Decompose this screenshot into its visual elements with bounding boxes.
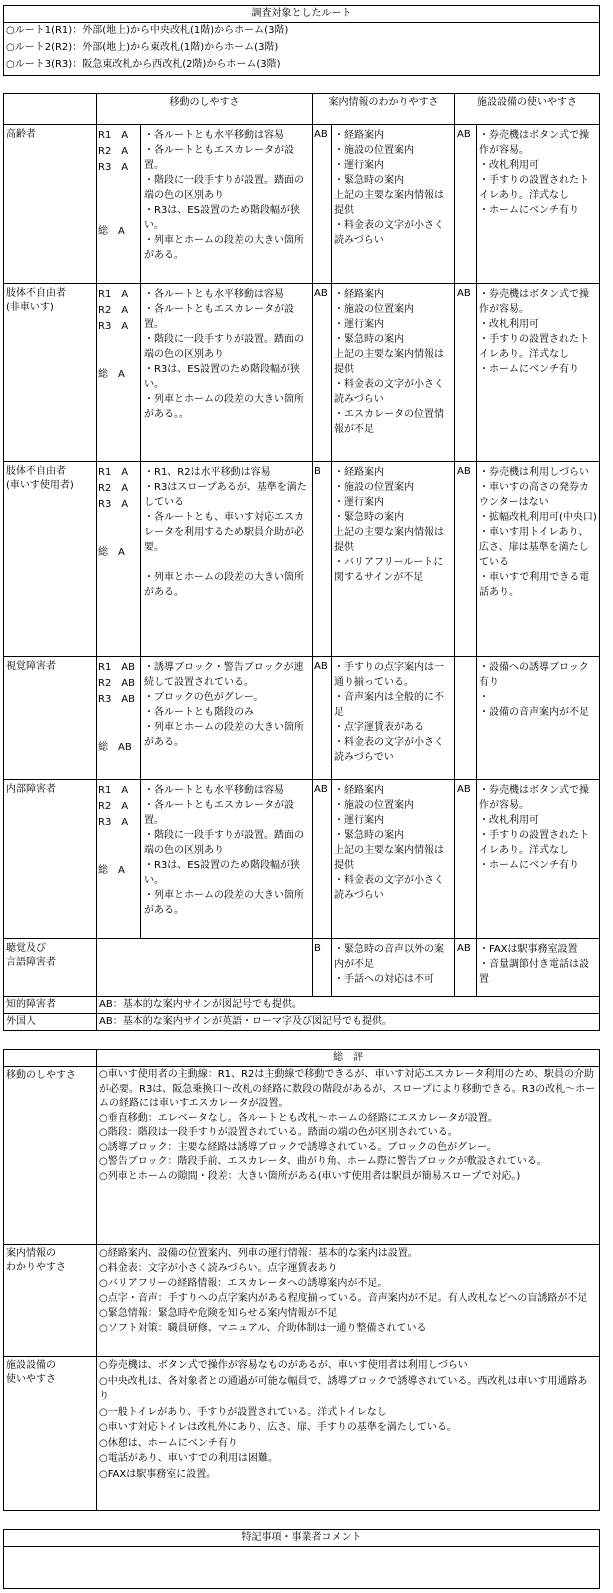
- notes-title: 特記事項・事業者コメント: [241, 1532, 362, 1543]
- row-info: ・経路案内 ・施設の位置案内 ・運行案内 ・緊急時の案内 上記の主要な案内情報は提供 ・料金表の文字が小さく読みづらい ・エスカレータの位置情報が不足: [334, 289, 444, 435]
- summary-label-facility: 施設設備の 使いやすさ: [6, 1360, 56, 1385]
- row-grades: R1 AB R2 AB R3 AB 総 AB: [98, 662, 136, 753]
- row-fac: ・券売機は利用しづらい ・車いすの高さの発券カウンターはない ・拡幅改札利用可(中央口) ・車いす用トイレあり、広さ、扉は基準を満たしている ・車いすで利用できる電話あり。: [479, 467, 597, 598]
- row-info-grade: B: [314, 466, 321, 477]
- row-label: 肢体不自由者 (非車いす): [6, 288, 66, 313]
- footer-label-foreigner: 外国人: [6, 1016, 36, 1027]
- header-move: 移動のしやすさ: [169, 97, 240, 108]
- row-fac-grade: AB: [457, 129, 471, 140]
- row-info: ・経路案内 ・施設の位置案内 ・運行案内 ・緊急時の案内 上記の主要な案内情報は提供 ・料金表の文字が小さく読みづらい: [334, 130, 444, 246]
- summary-title: 総 評: [333, 1052, 363, 1063]
- row-info-grade: B: [314, 943, 321, 954]
- summary-label-move: 移動のしやすさ: [6, 1070, 76, 1081]
- row-info-grade: AB: [314, 784, 328, 795]
- row-grades: R1 A R2 A R3 A 総 A: [98, 130, 129, 237]
- routes-title: 調査対象としたルート: [251, 8, 352, 19]
- footer-text-intellectual: AB：基本的な案内サインが図記号でも提供。: [99, 999, 303, 1010]
- row-label: 聴覚及び 言語障害者: [6, 943, 56, 968]
- route-item-2: ○ルート2(R2)：外部(地上)から東改札(1階)からホーム(3階): [6, 42, 279, 53]
- row-move: ・R1、R2は水平移動は容易 ・R3はスロープあるが、基準を満たしている ・各ルートとも、車いす対応エスカレータを利用するため駅員介助が必要。 ・列車とホームの段差の大きい箇所がある。: [144, 467, 307, 598]
- row-label: 内部障害者: [6, 784, 56, 795]
- row-fac-grade: AB: [457, 784, 471, 795]
- header-info: 案内情報のわかりやすさ: [328, 97, 439, 108]
- route-item-1: ○ルート1(R1)：外部(地上)から中央改札(1階)からホーム(3階): [6, 25, 289, 36]
- summary-text-facility: ○券売機は、ボタン式で操作が容易なものがあるが、車いす使用者は利用しづらい ○中央改札は、各対象者との通過が可能な幅員で、誘導ブロックで誘導されている。西改札は車いす用通路あり ○一般トイレがあり、手すりが設置されている。洋式トイレなし ○車いす対応トイレは改札外にあり、広さ、扉、手すりの基準を満たしている。 ○休憩は、ホームにベンチ有り ○電話があり、車いすでの利用は困難。 ○FAXは駅事務室に設置。: [99, 1360, 588, 1480]
- row-fac: ・券売機はボタン式で操作が容易。 ・改札利用可 ・手すりの設置されたトイレあり。洋式なし ・ホームにベンチ有り: [479, 785, 589, 871]
- row-info: ・経路案内 ・施設の位置案内 ・運行案内 ・緊急時の案内 上記の主要な案内情報は提供 ・バリアフリールートに関するサインが不足: [334, 467, 444, 583]
- row-info: ・緊急時の音声以外の案内が不足 ・手話への対応は不可: [334, 944, 444, 985]
- header-facility: 施設設備の使いやすさ: [477, 97, 577, 108]
- footer-text-foreigner: AB：基本的な案内サインが英語・ローマ字及び図記号でも提供。: [99, 1016, 393, 1027]
- row-move: ・各ルートとも水平移動は容易 ・各ルートともエスカレータが設置。 ・階段に一段手すりが設置。踏面の端の色の区別あり ・R3は、ES設置のため階段幅が狭い。 ・列車とホームの段差の大きい箇所がある。: [144, 785, 304, 916]
- row-fac-grade: AB: [457, 466, 471, 477]
- row-info: ・経路案内 ・施設の位置案内 ・運行案内 ・緊急時の案内 上記の主要な案内情報は提供 ・料金表の文字が小さく読みづらい: [334, 785, 444, 901]
- row-label: 肢体不自由者 (車いす使用者): [6, 466, 74, 491]
- summary-label-info: 案内情報の わかりやすさ: [6, 1248, 66, 1273]
- row-label: 高齢者: [6, 129, 36, 140]
- row-grades: R1 A R2 A R3 A 総 A: [98, 467, 129, 558]
- row-move: ・各ルートとも水平移動は容易 ・各ルートともエスカレータが設置。 ・階段に一段手すりが設置。踏面の端の色の区別あり ・R3は、ES設置のため階段幅が狭い。 ・列車とホームの段差の大きい箇所がある。: [144, 130, 304, 261]
- row-info-grade: AB: [314, 129, 328, 140]
- row-fac: ・FAXは駅事務室設置 ・音量調節付き電話は設置: [479, 944, 589, 985]
- row-move: ・誘導ブロック・警告ブロックが連続して設置されている。 ・ブロックの色がグレー。 ・各ルートとも階段のみ ・列車とホームの段差の大きい箇所がある。: [144, 662, 304, 748]
- row-label: 視覚障害者: [6, 661, 56, 672]
- row-grades: R1 A R2 A R3 A 総 A: [98, 785, 129, 876]
- summary-text-info: ○経路案内、設備の位置案内、列車の運行情報：基本的な案内は設置。 ○料金表：文字が小さく読みづらい。点字運賃表あり ○バリアフリーの経路情報：エスカレータへの誘導案内が不足。 ○点字・音声：手すりへの点字案内がある程度揃っている。音声案内が不足。有人改札などへの盲誘路が不足 ○緊急情報：緊急時や危険を知らせる案内情報が不足 ○ソフト対策：職員研修、マニュアル、介助体制は一通り整備されている: [99, 1248, 588, 1334]
- row-info: ・手すりの点字案内は一通り揃っている。 ・音声案内は全般的に不足 ・点字運賃表がある ・料金表の文字が小さく読みづらでい: [334, 662, 444, 763]
- row-fac: ・券売機はボタン式で操作が容易。 ・改札利用可 ・手すりの設置されたトイレあり。洋式なし ・ホームにベンチ有り: [479, 289, 589, 375]
- row-fac-grade: AB: [457, 288, 471, 299]
- row-fac: ・券売機はボタン式で操作が容易。 ・改札利用可 ・手すりの設置されたトイレあり。洋式なし ・ホームにベンチ有り: [479, 130, 589, 216]
- route-item-3: ○ルート3(R3)：阪急東改札から西改札(2階)からホーム(3階): [6, 59, 281, 70]
- row-fac-grade: AB: [457, 943, 471, 954]
- summary-text-move: ○車いす使用者の主動線：R1、R2は主動線で移動できるが、車いす対応エスカレータ利用のため、駅員の介助が必要。R3は、阪急乗換口～改札の経路に数段の階段があるが、スロープにより移動できる。R3の改札～ホームの経路には車いすエスカレータが設置。 ○垂直移動：エレベータなし。各ルートとも改札～ホームの経路にエスカレータが設置。 ○階段：階段は一段手すりが設置されている。踏面の端の色が区別されている。 ○誘導ブロック：主要な経路は誘導ブロックで誘導されている。ブロックの色がグレー。 ○警告ブロック：階段手前、エスカレータ、曲がり角、ホーム際に警告ブロックが敷設されている。 ○列車とホームの隙間・段差：大きい箇所がある(車いす使用者は駅員が簡易スロープで対応。): [99, 1069, 596, 1182]
- row-grades: R1 A R2 A R3 A 総 A: [98, 289, 129, 380]
- row-fac: ・設備への誘導ブロック有り ・ ・設備の音声案内が不足: [479, 662, 589, 718]
- row-move: ・各ルートとも水平移動は容易 ・各ルートともエスカレータが設置。 ・階段に一段手すりが設置。踏面の端の色の区別あり ・R3は、ES設置のため階段幅が狭い。 ・列車とホームの段差の大きい箇所がある。。: [144, 289, 304, 420]
- row-info-grade: AB: [314, 288, 328, 299]
- row-info-grade: AB: [314, 661, 328, 672]
- footer-label-intellectual: 知的障害者: [6, 999, 56, 1010]
